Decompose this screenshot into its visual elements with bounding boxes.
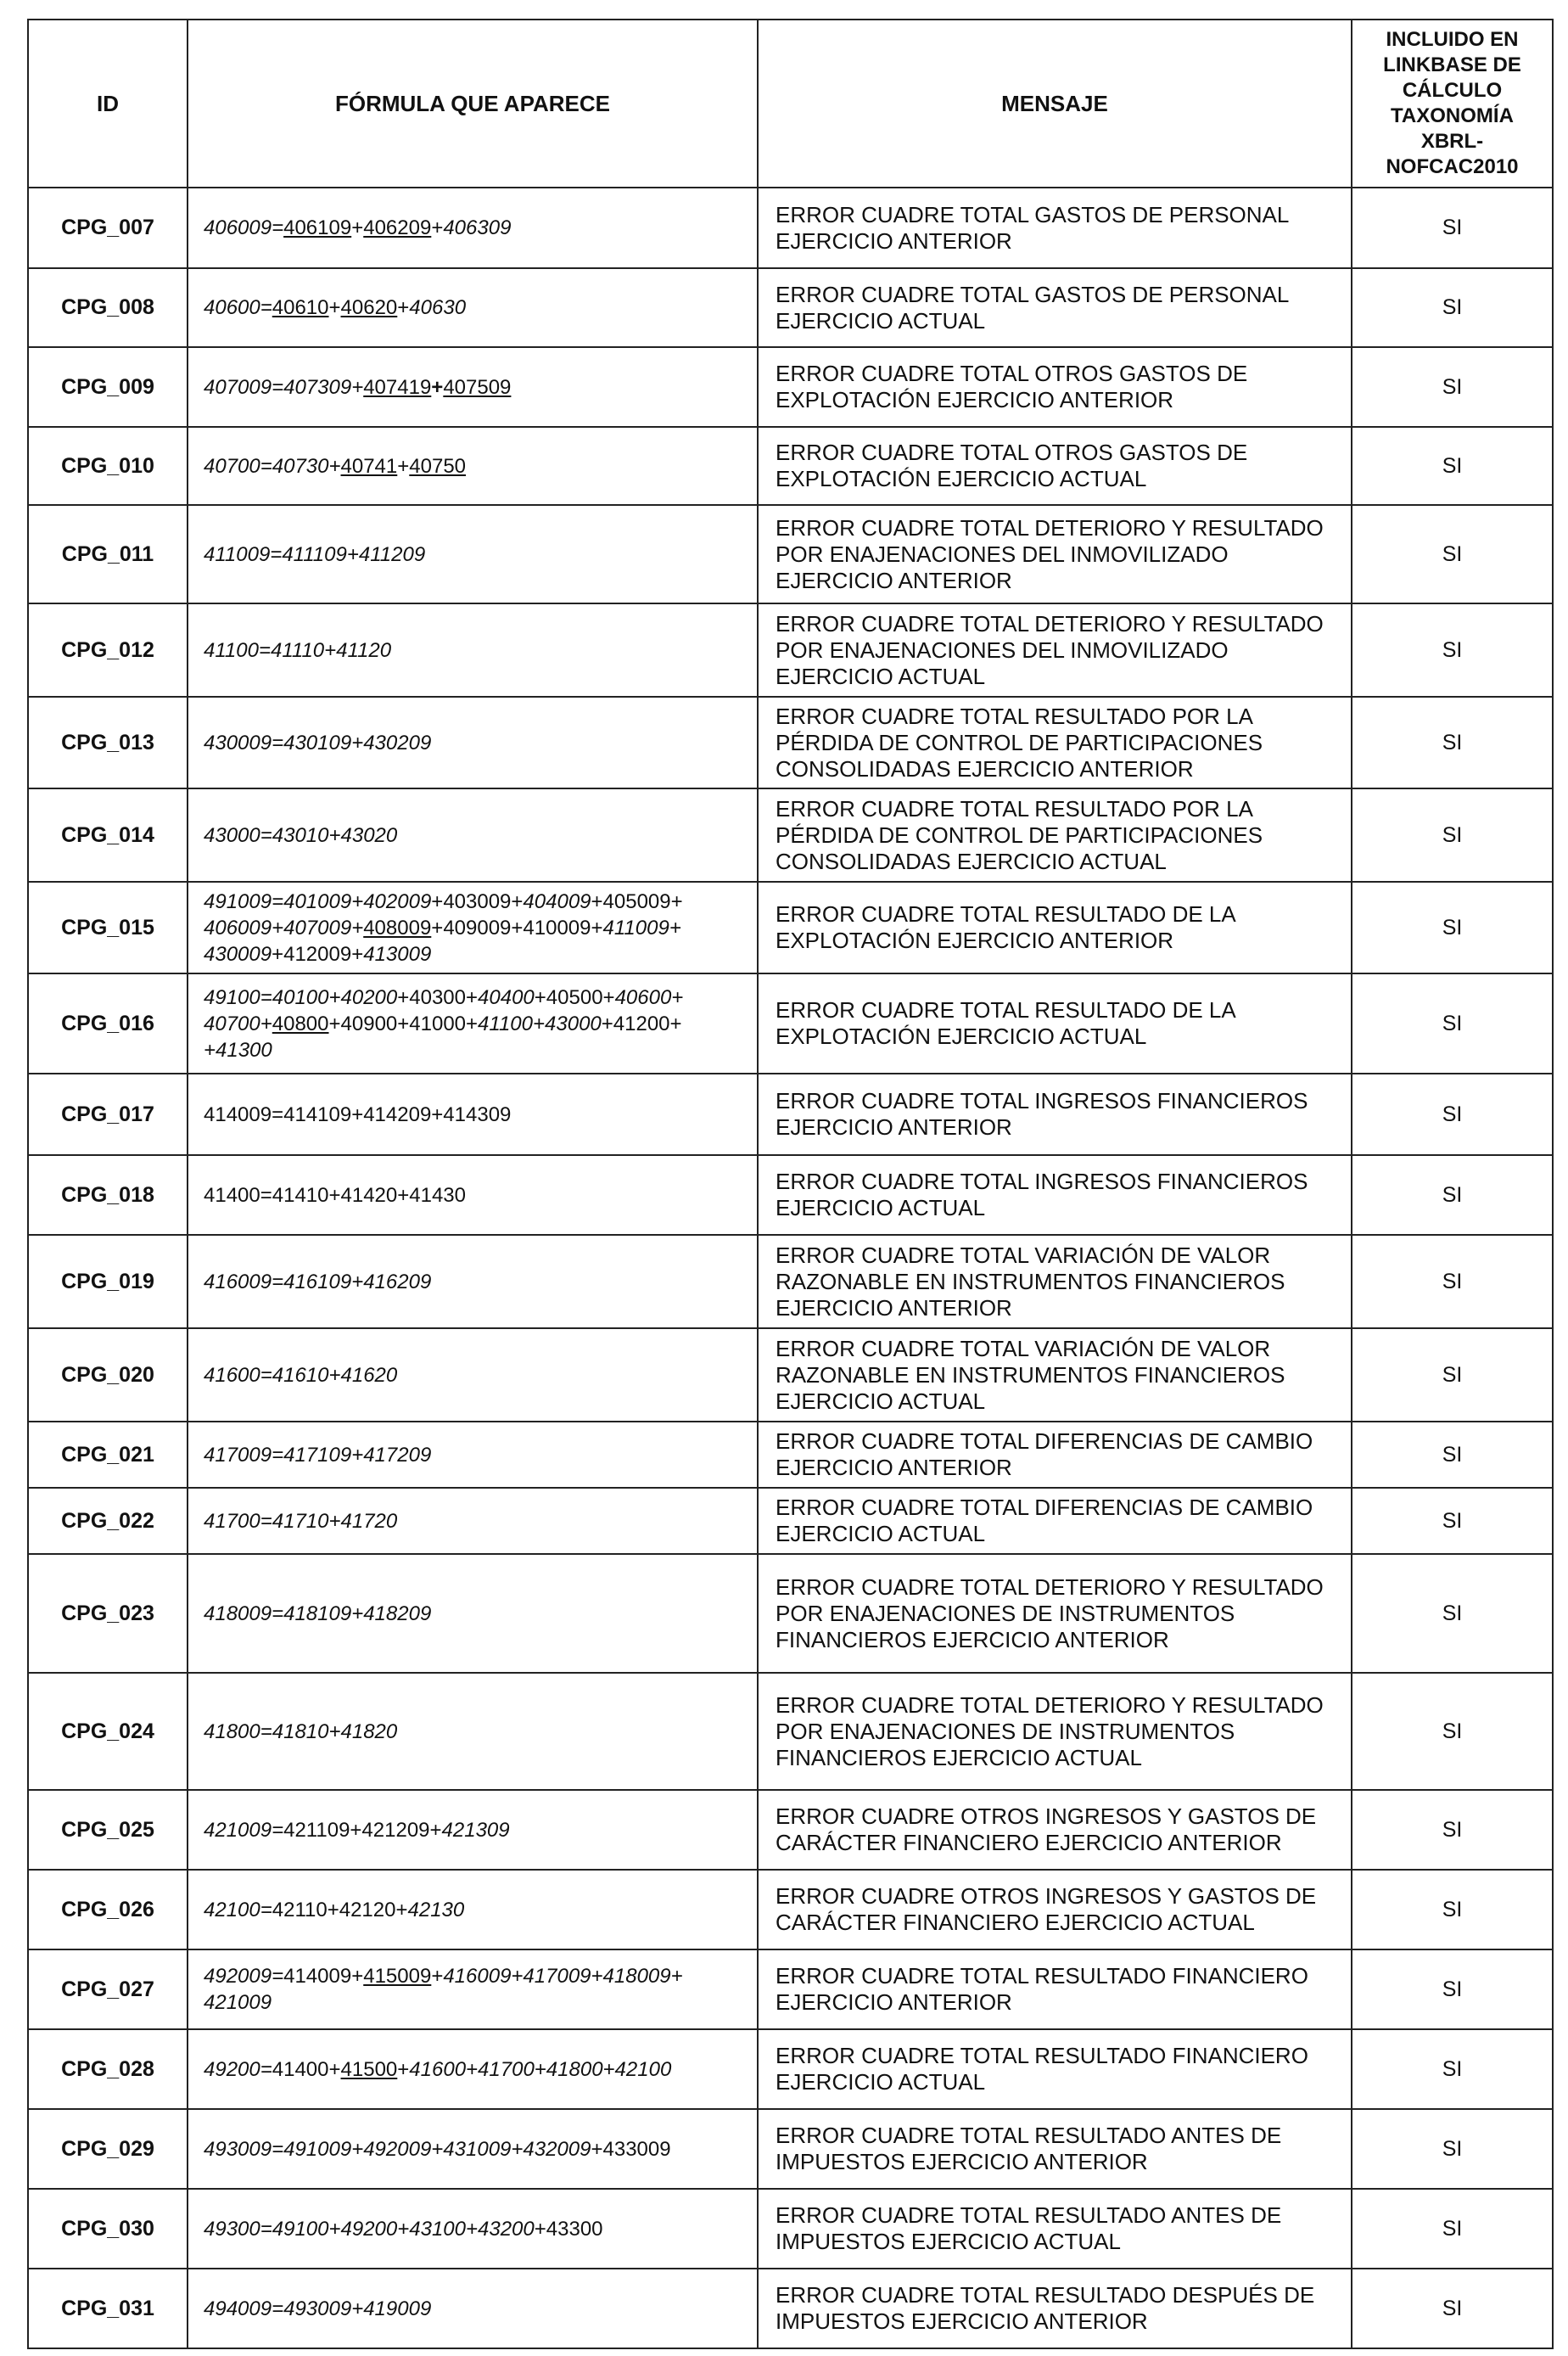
formula-segment: 416009+417009+418009+ — [443, 1965, 683, 1988]
rule-formula — [188, 1949, 758, 2029]
formula-segment: 404009 — [523, 889, 591, 913]
rule-id: CPG_012 — [28, 603, 188, 697]
rule-formula — [188, 973, 758, 1074]
rule-id: CPG_016 — [28, 973, 188, 1074]
formula-line — [204, 941, 742, 968]
rule-id: CPG_019 — [28, 1235, 188, 1328]
rule-id: CPG_028 — [28, 2029, 188, 2109]
formula-segment: 41100+43000 — [478, 1012, 602, 1035]
rule-formula — [188, 188, 758, 268]
table-row — [28, 1328, 1553, 1422]
formula-segment: 40741 — [340, 454, 398, 478]
formula-segment: 40400 — [478, 985, 535, 1009]
table-header-row — [28, 20, 1553, 188]
rule-formula — [188, 788, 758, 882]
table-row — [28, 2269, 1553, 2348]
formula-line — [204, 1817, 742, 1843]
formula-segment: + — [328, 296, 341, 319]
formula-segment: 42100= — [204, 1898, 272, 1921]
formula-segment: 40600= — [204, 296, 272, 319]
rule-formula — [188, 268, 758, 347]
formula-segment: 40700+ — [204, 1012, 272, 1035]
table-row — [28, 2109, 1553, 2189]
rule-included: SI — [1352, 1328, 1553, 1422]
formula-segment: 41100=41110+41120 — [204, 638, 392, 662]
formula-segment: +40900+41000+ — [328, 1012, 479, 1035]
formula-segment: 41700=41710+41720 — [204, 1509, 398, 1533]
formula-segment: 408009 — [363, 916, 432, 940]
formula-segment: 406109 — [283, 216, 352, 239]
formula-line — [204, 1442, 742, 1468]
formula-line — [204, 374, 742, 401]
formula-segment: 41800=41810+41820 — [204, 1719, 398, 1743]
table-row — [28, 1422, 1553, 1488]
formula-segment: 417009=417109+417209 — [204, 1443, 432, 1467]
table-row — [28, 1488, 1553, 1554]
rule-id: CPG_027 — [28, 1949, 188, 2029]
table-row — [28, 1235, 1553, 1328]
rule-formula — [188, 427, 758, 505]
formula-segment: 41400+ — [272, 2057, 341, 2081]
header-formula: FÓRMULA QUE APARECE — [188, 20, 758, 188]
formula-line — [204, 889, 742, 915]
header-included-line: NOFCAC2010 — [1386, 155, 1519, 178]
rule-message: ERROR CUADRE TOTAL RESULTADO FINANCIERO EJERCICIO ANTERIOR — [758, 1949, 1352, 2029]
rule-message: ERROR CUADRE TOTAL GASTOS DE PERSONAL EJERCICIO ANTERIOR — [758, 188, 1352, 268]
formula-segment: 430009=430109+430209 — [204, 731, 432, 754]
formula-segment: 411009=411109+411209 — [204, 542, 426, 566]
rule-message: ERROR CUADRE TOTAL RESULTADO DESPUÉS DE IMPUESTOS EJERCICIO ANTERIOR — [758, 2269, 1352, 2348]
formula-line — [204, 1037, 742, 1063]
rule-formula — [188, 1488, 758, 1554]
formula-segment: 407509 — [443, 375, 512, 399]
header-included-line: LINKBASE DE — [1383, 53, 1521, 76]
formula-segment: 421009 — [204, 1991, 272, 2014]
formula-line — [204, 1719, 742, 1745]
formula-line — [204, 1601, 742, 1627]
formula-segment: 49200= — [204, 2057, 272, 2081]
table-row — [28, 1673, 1553, 1790]
formula-segment: +405009+ — [591, 889, 683, 913]
formula-segment: +41200+ — [601, 1012, 682, 1035]
formula-segment: +40500+ — [534, 985, 615, 1009]
formula-line — [204, 2216, 742, 2242]
rule-id: CPG_011 — [28, 505, 188, 603]
rule-formula — [188, 1235, 758, 1328]
formula-segment: 40610 — [272, 296, 329, 319]
table-row — [28, 1949, 1553, 2029]
rule-formula — [188, 882, 758, 973]
rule-id: CPG_014 — [28, 788, 188, 882]
rule-included: SI — [1352, 347, 1553, 427]
formula-line — [204, 2056, 742, 2083]
rule-formula — [188, 2109, 758, 2189]
table-row — [28, 347, 1553, 427]
header-included-line: TAXONOMÍA — [1391, 104, 1514, 127]
formula-line — [204, 2136, 742, 2162]
rule-id: CPG_026 — [28, 1870, 188, 1949]
formula-segment: 406009+407009+ — [204, 916, 364, 940]
rule-message: ERROR CUADRE TOTAL RESULTADO DE LA EXPLOTACIÓN EJERCICIO ANTERIOR — [758, 882, 1352, 973]
formula-segment: 40630 — [409, 296, 467, 319]
formula-line — [204, 822, 742, 849]
rule-formula — [188, 1328, 758, 1422]
formula-segment: 415009 — [363, 1965, 432, 1988]
formula-line — [204, 730, 742, 756]
rule-id: CPG_030 — [28, 2189, 188, 2269]
rule-formula — [188, 1155, 758, 1235]
table-row — [28, 2189, 1553, 2269]
table-row — [28, 1155, 1553, 1235]
validation-rules-table — [27, 19, 1554, 2349]
formula-segment: 414009=414109+414209+414309 — [204, 1102, 512, 1126]
header-message: MENSAJE — [758, 20, 1352, 188]
rule-message: ERROR CUADRE TOTAL DETERIORO Y RESULTADO POR ENAJENACIONES DEL INMOVILIZADO EJERCICIO ACTUAL — [758, 603, 1352, 697]
validation-rules-document — [27, 19, 1552, 2349]
formula-line — [204, 294, 742, 321]
formula-segment: + — [397, 454, 410, 478]
rule-id: CPG_024 — [28, 1673, 188, 1790]
formula-segment: 406009= — [204, 216, 284, 239]
formula-line — [204, 541, 742, 568]
rule-message: ERROR CUADRE TOTAL DIFERENCIAS DE CAMBIO EJERCICIO ANTERIOR — [758, 1422, 1352, 1488]
formula-segment: 40750 — [409, 454, 467, 478]
rule-formula — [188, 505, 758, 603]
table-row — [28, 268, 1553, 347]
rule-id: CPG_013 — [28, 697, 188, 788]
rule-id: CPG_020 — [28, 1328, 188, 1422]
rule-message: ERROR CUADRE TOTAL OTROS GASTOS DE EXPLOTACIÓN EJERCICIO ACTUAL — [758, 427, 1352, 505]
formula-segment: + — [397, 296, 410, 319]
header-included-line: XBRL- — [1420, 130, 1484, 153]
rule-formula — [188, 697, 758, 788]
table-row — [28, 2029, 1553, 2109]
formula-segment: 49300=49100+49200+43100+43200 — [204, 2217, 535, 2241]
rule-included: SI — [1352, 268, 1553, 347]
rule-message: ERROR CUADRE TOTAL RESULTADO ANTES DE IMPUESTOS EJERCICIO ANTERIOR — [758, 2109, 1352, 2189]
formula-segment: 407009=407309+ — [204, 375, 364, 399]
formula-line — [204, 1102, 742, 1128]
formula-segment: 40800 — [272, 1012, 329, 1035]
formula-segment: + — [397, 2057, 410, 2081]
rule-included: SI — [1352, 1673, 1553, 1790]
table-row — [28, 603, 1553, 697]
rule-formula — [188, 1554, 758, 1673]
rule-message: ERROR CUADRE OTROS INGRESOS Y GASTOS DE CARÁCTER FINANCIERO EJERCICIO ANTERIOR — [758, 1790, 1352, 1870]
formula-line — [204, 2296, 742, 2322]
formula-segment: +43300 — [534, 2217, 603, 2241]
formula-segment: 494009=493009+419009 — [204, 2297, 432, 2320]
rule-message: ERROR CUADRE TOTAL INGRESOS FINANCIEROS EJERCICIO ANTERIOR — [758, 1074, 1352, 1155]
formula-segment: 416009=416109+416209 — [204, 1270, 432, 1293]
rule-id: CPG_017 — [28, 1074, 188, 1155]
rule-message: ERROR CUADRE TOTAL DETERIORO Y RESULTADO POR ENAJENACIONES DEL INMOVILIZADO EJERCICIO ANTERIOR — [758, 505, 1352, 603]
rule-id: CPG_010 — [28, 427, 188, 505]
rule-formula — [188, 347, 758, 427]
table-row — [28, 697, 1553, 788]
table-row — [28, 788, 1553, 882]
rule-id: CPG_023 — [28, 1554, 188, 1673]
formula-segment: 41600=41610+41620 — [204, 1363, 398, 1387]
rule-message: ERROR CUADRE TOTAL RESULTADO ANTES DE IMPUESTOS EJERCICIO ACTUAL — [758, 2189, 1352, 2269]
formula-segment: 421309 — [441, 1818, 510, 1842]
rule-message: ERROR CUADRE TOTAL RESULTADO POR LA PÉRDIDA DE CONTROL DE PARTICIPACIONES CONSOLIDADAS EJERCICIO ACTUAL — [758, 788, 1352, 882]
formula-line — [204, 1897, 742, 1923]
table-row — [28, 427, 1553, 505]
rule-included: SI — [1352, 882, 1553, 973]
formula-segment: +433009 — [591, 2137, 671, 2161]
header-included — [1352, 20, 1553, 188]
rule-message: ERROR CUADRE TOTAL DETERIORO Y RESULTADO POR ENAJENACIONES DE INSTRUMENTOS FINANCIEROS EJERCICIO ANTERIOR — [758, 1554, 1352, 1673]
table-row — [28, 1554, 1553, 1673]
table-body — [28, 188, 1553, 2348]
rule-included: SI — [1352, 2109, 1553, 2189]
rule-included: SI — [1352, 1870, 1553, 1949]
formula-line — [204, 915, 742, 941]
formula-segment: 407419 — [363, 375, 432, 399]
formula-line — [204, 637, 742, 664]
rule-message: ERROR CUADRE TOTAL INGRESOS FINANCIEROS EJERCICIO ACTUAL — [758, 1155, 1352, 1235]
rule-id: CPG_022 — [28, 1488, 188, 1554]
rule-formula — [188, 2189, 758, 2269]
formula-segment: 418009=418109+418209 — [204, 1602, 432, 1625]
header-included-line: CÁLCULO — [1402, 79, 1503, 102]
table-row — [28, 1074, 1553, 1155]
formula-segment: 40600+ — [614, 985, 684, 1009]
formula-segment: 40620 — [340, 296, 398, 319]
formula-segment: 40700=40730+ — [204, 454, 341, 478]
formula-segment: + — [351, 216, 364, 239]
rule-id: CPG_018 — [28, 1155, 188, 1235]
formula-segment: 41500 — [340, 2057, 398, 2081]
rule-included: SI — [1352, 1488, 1553, 1554]
formula-segment: 421009= — [204, 1818, 284, 1842]
formula-segment: + — [431, 375, 444, 399]
rule-message: ERROR CUADRE TOTAL DETERIORO Y RESULTADO POR ENAJENACIONES DE INSTRUMENTOS FINANCIEROS EJERCICIO ACTUAL — [758, 1673, 1352, 1790]
rule-message: ERROR CUADRE OTROS INGRESOS Y GASTOS DE CARÁCTER FINANCIERO EJERCICIO ACTUAL — [758, 1870, 1352, 1949]
formula-segment: +41300 — [204, 1038, 272, 1062]
formula-line — [204, 1269, 742, 1295]
table-row — [28, 505, 1553, 603]
formula-segment: +409009+410009+ — [431, 916, 603, 940]
rule-id: CPG_029 — [28, 2109, 188, 2189]
rule-included: SI — [1352, 2029, 1553, 2109]
rule-included: SI — [1352, 2189, 1553, 2269]
rule-id: CPG_021 — [28, 1422, 188, 1488]
rule-formula — [188, 1673, 758, 1790]
formula-segment: 41600+41700+41800+42100 — [409, 2057, 672, 2081]
table-row — [28, 1790, 1553, 1870]
rule-id: CPG_031 — [28, 2269, 188, 2348]
formula-segment: 492009= — [204, 1965, 284, 1988]
formula-segment: 406309 — [443, 216, 512, 239]
rule-message: ERROR CUADRE TOTAL RESULTADO DE LA EXPLOTACIÓN EJERCICIO ACTUAL — [758, 973, 1352, 1074]
table-row — [28, 882, 1553, 973]
formula-line — [204, 1963, 742, 1989]
rule-formula — [188, 2269, 758, 2348]
formula-segment: 413009 — [363, 942, 432, 966]
formula-segment: +412009+ — [272, 942, 364, 966]
rule-included: SI — [1352, 1235, 1553, 1328]
rule-id: CPG_009 — [28, 347, 188, 427]
formula-segment: 42110+42120+ — [272, 1898, 408, 1921]
formula-segment: 406209 — [363, 216, 432, 239]
rule-included: SI — [1352, 427, 1553, 505]
formula-line — [204, 1508, 742, 1534]
rule-formula — [188, 1790, 758, 1870]
rule-included: SI — [1352, 1949, 1553, 2029]
rule-included: SI — [1352, 788, 1553, 882]
rule-message: ERROR CUADRE TOTAL DIFERENCIAS DE CAMBIO EJERCICIO ACTUAL — [758, 1488, 1352, 1554]
rule-included: SI — [1352, 1422, 1553, 1488]
formula-segment: + — [431, 1965, 444, 1988]
formula-line — [204, 453, 742, 480]
formula-line — [204, 1182, 742, 1209]
rule-formula — [188, 1422, 758, 1488]
rule-id: CPG_015 — [28, 882, 188, 973]
table-row — [28, 1870, 1553, 1949]
rule-id: CPG_008 — [28, 268, 188, 347]
formula-segment: +403009+ — [431, 889, 524, 913]
rule-message: ERROR CUADRE TOTAL RESULTADO FINANCIERO EJERCICIO ACTUAL — [758, 2029, 1352, 2109]
rule-message: ERROR CUADRE TOTAL VARIACIÓN DE VALOR RAZONABLE EN INSTRUMENTOS FINANCIEROS EJERCICIO ACTUAL — [758, 1328, 1352, 1422]
rule-message: ERROR CUADRE TOTAL GASTOS DE PERSONAL EJERCICIO ACTUAL — [758, 268, 1352, 347]
formula-line — [204, 984, 742, 1011]
table-row — [28, 973, 1553, 1074]
formula-segment: 421109+421209+ — [283, 1818, 442, 1842]
formula-segment: 411009+ — [602, 916, 681, 940]
formula-segment: 49100=40100+40200 — [204, 985, 398, 1009]
rule-id: CPG_007 — [28, 188, 188, 268]
rule-included: SI — [1352, 973, 1553, 1074]
formula-segment: 493009=491009+492009+431009+432009 — [204, 2137, 591, 2161]
formula-segment: +40300+ — [397, 985, 479, 1009]
rule-message: ERROR CUADRE TOTAL OTROS GASTOS DE EXPLOTACIÓN EJERCICIO ANTERIOR — [758, 347, 1352, 427]
formula-segment: 491009=401009+402009 — [204, 889, 432, 913]
rule-formula — [188, 603, 758, 697]
rule-included: SI — [1352, 1554, 1553, 1673]
rule-included: SI — [1352, 188, 1553, 268]
header-id: ID — [28, 20, 188, 188]
rule-included: SI — [1352, 1074, 1553, 1155]
rule-included: SI — [1352, 603, 1553, 697]
formula-segment: 41400=41410+41420+41430 — [204, 1183, 466, 1207]
header-included-line: INCLUIDO EN — [1386, 28, 1519, 51]
formula-segment: 42130 — [407, 1898, 465, 1921]
formula-line — [204, 1362, 742, 1388]
rule-included: SI — [1352, 2269, 1553, 2348]
rule-included: SI — [1352, 697, 1553, 788]
rule-included: SI — [1352, 505, 1553, 603]
rule-included: SI — [1352, 1790, 1553, 1870]
rule-included: SI — [1352, 1155, 1553, 1235]
rule-formula — [188, 1870, 758, 1949]
formula-line — [204, 215, 742, 241]
rule-formula — [188, 1074, 758, 1155]
rule-message: ERROR CUADRE TOTAL RESULTADO POR LA PÉRDIDA DE CONTROL DE PARTICIPACIONES CONSOLIDADAS EJERCICIO ANTERIOR — [758, 697, 1352, 788]
formula-segment: + — [431, 216, 444, 239]
formula-segment: 43000=43010+43020 — [204, 823, 398, 847]
formula-segment: 414009+ — [283, 1965, 364, 1988]
rule-formula — [188, 2029, 758, 2109]
table-row — [28, 188, 1553, 268]
rule-id: CPG_025 — [28, 1790, 188, 1870]
formula-line — [204, 1989, 742, 2016]
formula-line — [204, 1011, 742, 1037]
formula-segment: 430009 — [204, 942, 272, 966]
rule-message: ERROR CUADRE TOTAL VARIACIÓN DE VALOR RAZONABLE EN INSTRUMENTOS FINANCIEROS EJERCICIO ANTERIOR — [758, 1235, 1352, 1328]
